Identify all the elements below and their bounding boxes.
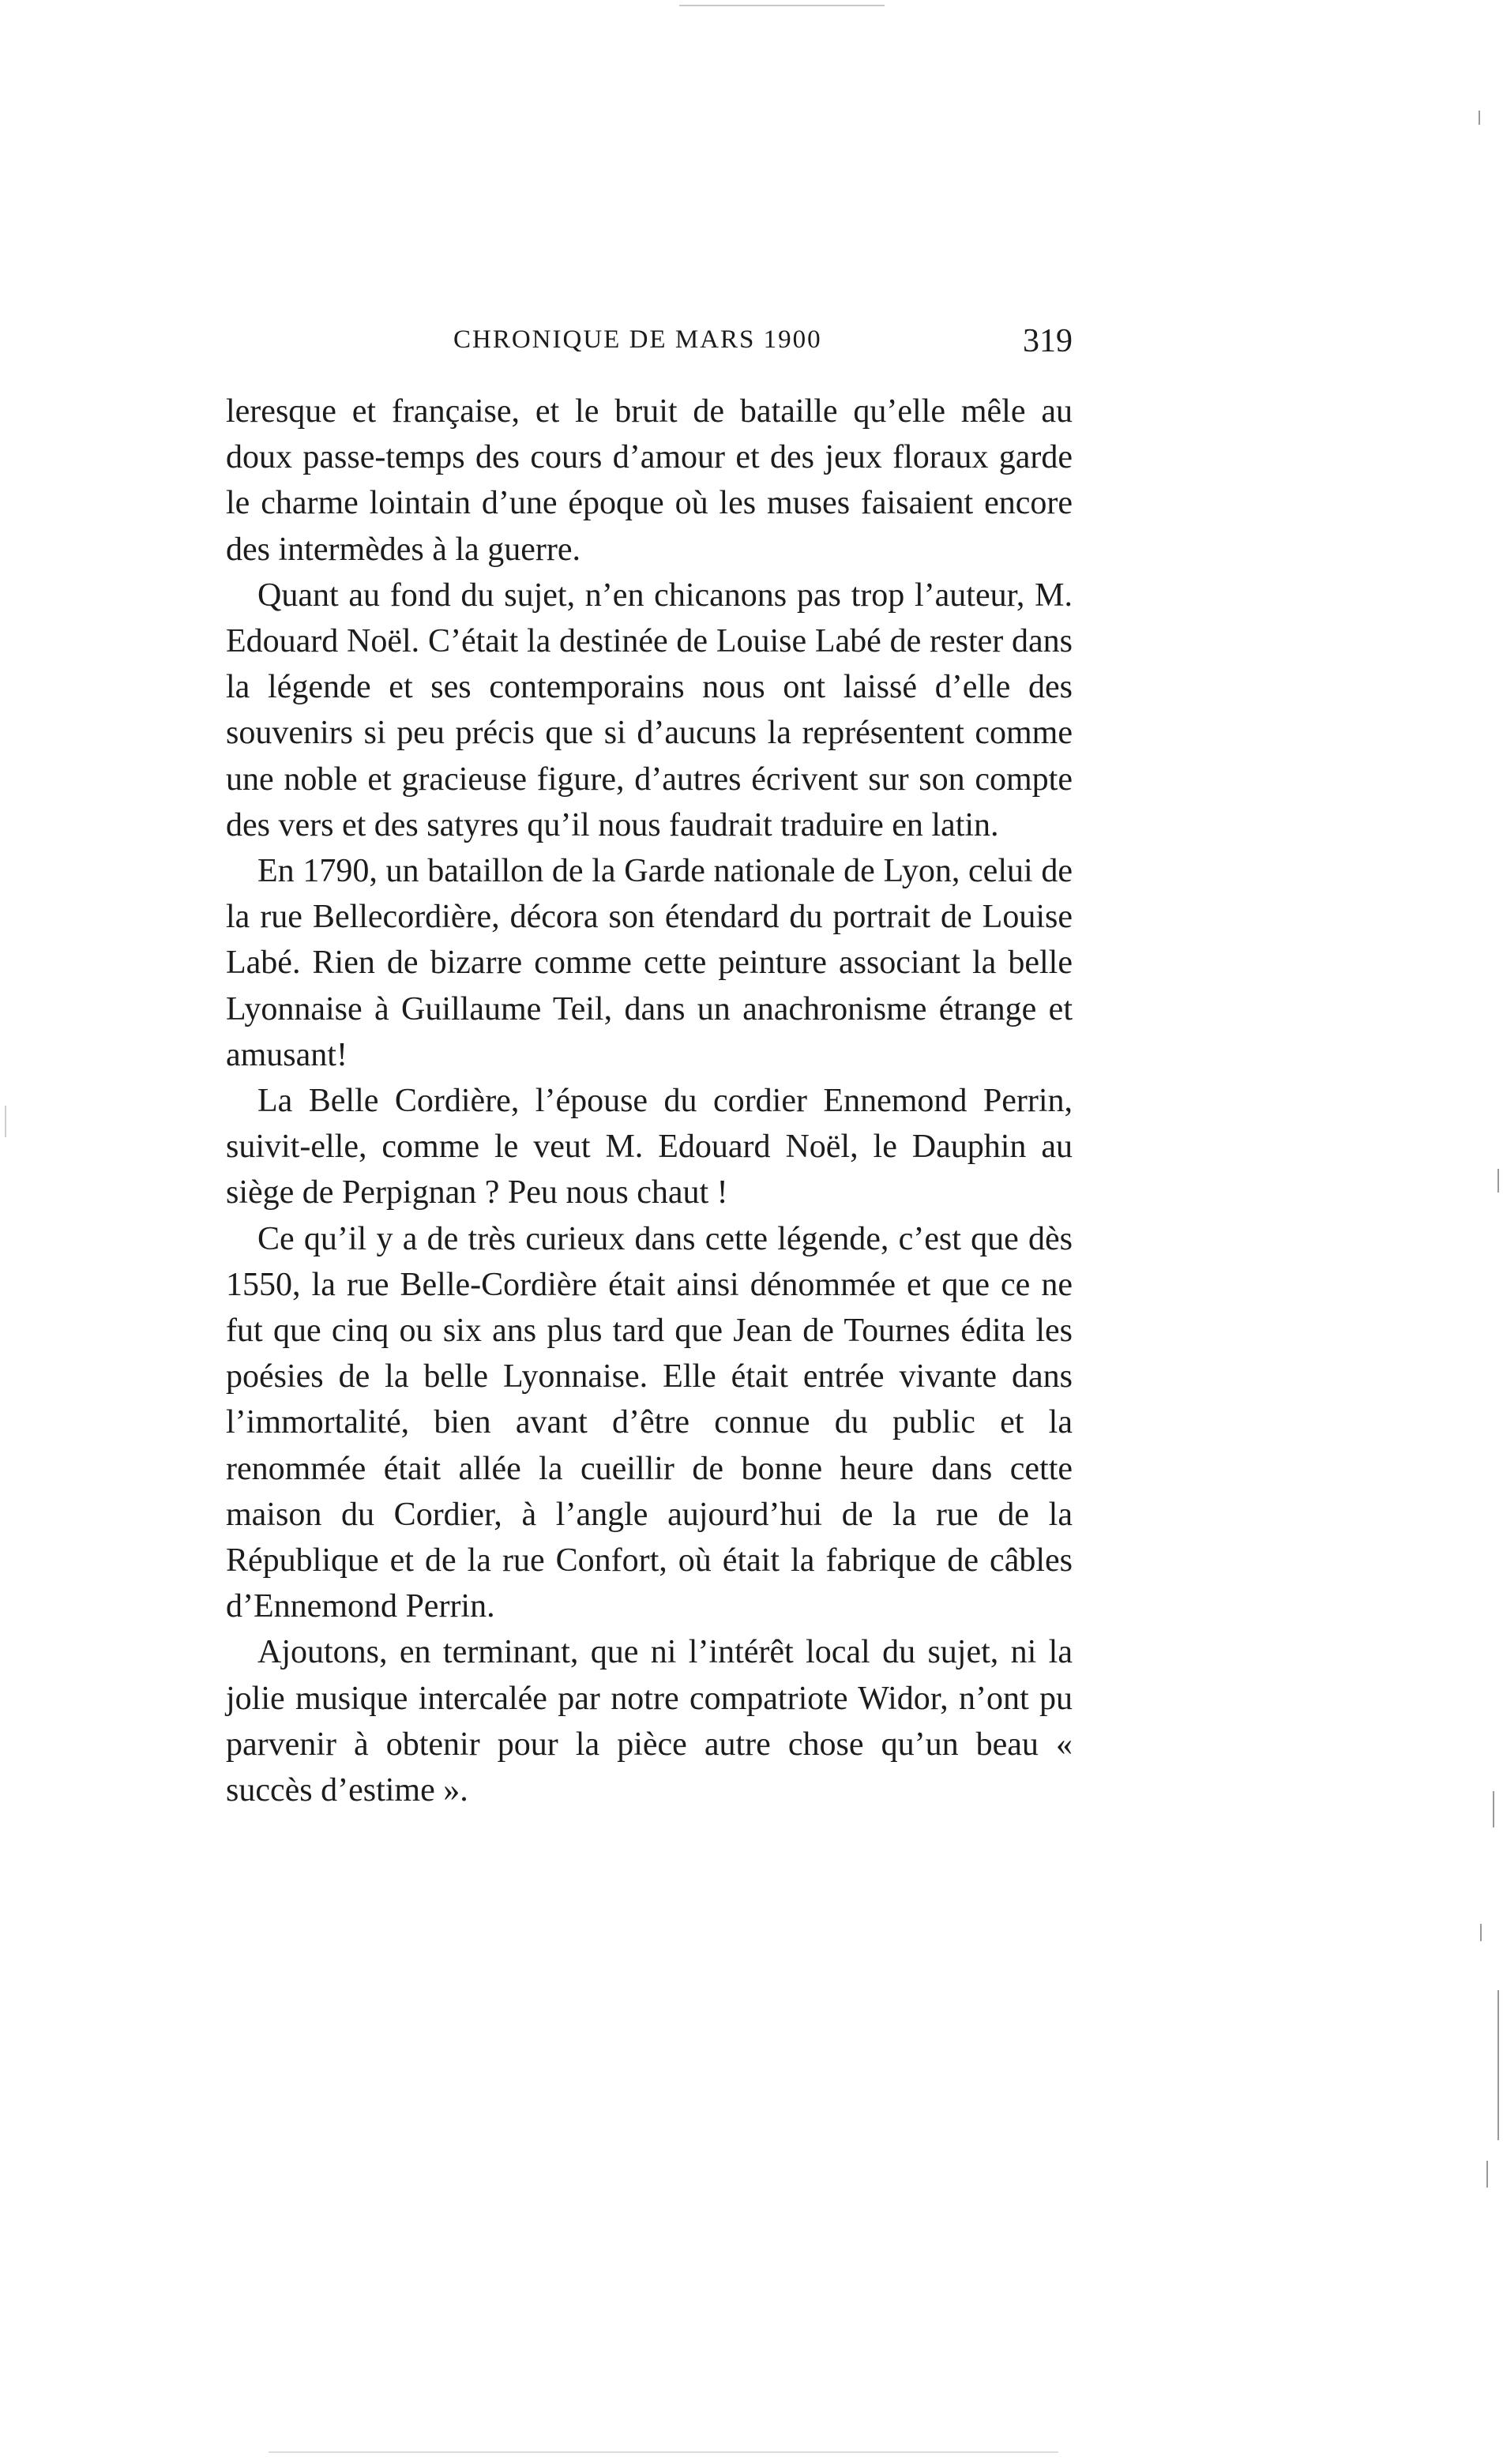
scan-edge-line-bottom	[269, 2451, 1058, 2453]
running-head: CHRONIQUE DE MARS 1900	[453, 325, 822, 354]
scan-mark	[1497, 1990, 1499, 2140]
paragraph-5: Ce qu’il y a de très curieux dans cette légende, c’est que dès 1550, la rue Belle-Cordière était ainsi dénommée et que ce ne fut que cinq ou six ans plus tard que Jean de Tournes édita les poésies de la belle Lyonnaise. Elle était entrée vivante dans l’immortalité, bien avant d’être connue du public et la renommée était allée la cueillir de bonne heure dans cette maison du Cordier, à l’angle aujourd’hui de la rue de la République et de la rue Confort, où était la fabrique de câbles d’Ennemond Perrin.	[226, 1220, 1073, 1625]
scan-mark	[1480, 1924, 1482, 1941]
scan-mark	[1479, 111, 1480, 125]
page-number: 319	[1023, 323, 1073, 359]
paragraph-1: leresque et française, et le bruit de bataille qu’elle mêle au doux passe-temps des cours d’amour et des jeux floraux garde le charme lointain d’une époque où les muses faisaient encore des intermèdes à la guerre.	[226, 393, 1073, 568]
paragraph-3: En 1790, un bataillon de la Garde nationale de Lyon, celui de la rue Bellecordière, décora son étendard du portrait de Louise Labé. Rien de bizarre comme cette peinture associant la belle Lyonnaise à Guillaume Teil, dans un anachronisme étrange et amusant!	[226, 853, 1073, 1073]
body-text	[226, 389, 1073, 1813]
scan-mark	[1486, 2161, 1488, 2188]
scan-mark	[5, 1106, 6, 1137]
page-header	[226, 325, 1073, 373]
paragraph-6: Ajoutons, en terminant, que ni l’intérêt local du sujet, ni la jolie musique intercalée par notre compatriote Widor, n’ont pu parvenir à obtenir pour la pièce autre chose qu’un beau « succès d’estime ».	[226, 1634, 1073, 1809]
scan-mark	[1493, 1791, 1494, 1827]
scan-mark	[1497, 1169, 1499, 1193]
paragraph-2: Quant au fond du sujet, n’en chicanons pas trop l’auteur, M. Edouard Noël. C’était la destinée de Louise Labé de rester dans la légende et ses contemporains nous ont laissé d’elle des souvenirs si peu précis que si d’aucuns la représentent comme une noble et gracieuse figure, d’autres écrivent sur son compte des vers et des satyres qu’il nous faudrait traduire en latin.	[226, 577, 1073, 843]
paragraph-4: La Belle Cordière, l’épouse du cordier Ennemond Perrin, suivit-elle, comme le veut M. Edouard Noël, le Dauphin au siège de Perpignan ? Peu nous chaut !	[226, 1083, 1073, 1211]
scan-edge-line-top	[679, 5, 885, 6]
